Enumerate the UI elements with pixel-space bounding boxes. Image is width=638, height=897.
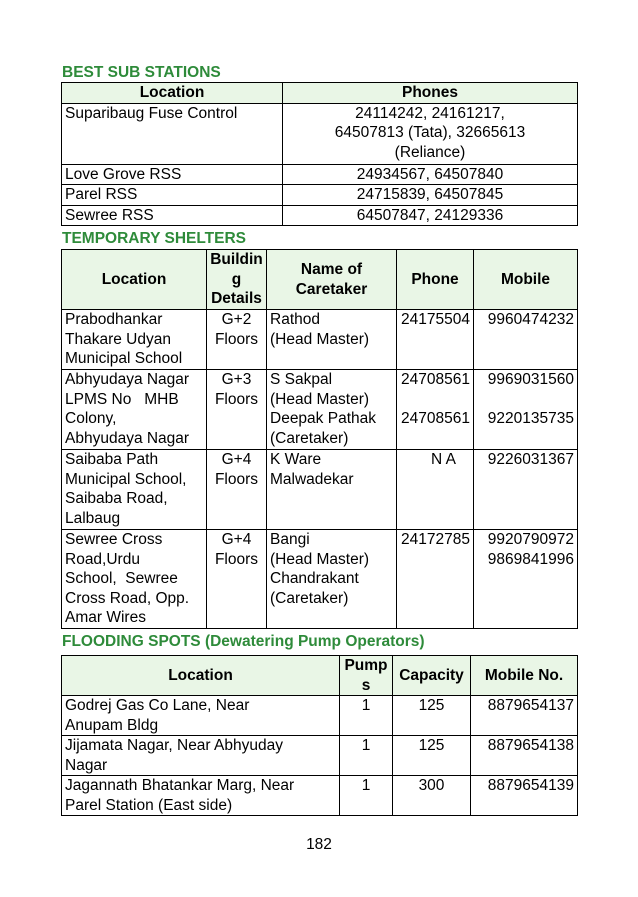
phone-line: 64507813 (Tata), 32665613 <box>334 124 526 141</box>
cell-caretaker <box>267 530 397 629</box>
caretaker-line: Chandrakant <box>270 570 359 587</box>
cell-location <box>62 310 207 370</box>
building-line: Floors <box>214 330 259 348</box>
column-header-location: Location <box>62 83 283 104</box>
cell-caretaker <box>267 370 397 450</box>
phone-line: N A <box>431 451 456 468</box>
caretaker-line: S Sakpal <box>270 371 333 388</box>
cell-capacity: 125 <box>393 696 471 736</box>
cell-mobile <box>474 450 578 530</box>
column-header-phones: Phones <box>283 83 578 104</box>
cell-location <box>62 736 340 776</box>
table-row <box>62 205 578 226</box>
building-line: G+3 <box>221 371 252 388</box>
table-row <box>62 185 578 206</box>
cell-location <box>62 696 340 736</box>
building-line: G+4 <box>221 531 252 548</box>
table-header-row <box>62 656 578 696</box>
cell-phone <box>397 530 474 629</box>
header-line: Pump <box>344 657 388 674</box>
phone-line <box>400 390 470 410</box>
mobile-line: 9226031367 <box>487 451 574 468</box>
caretaker-line: (Head Master) <box>270 550 370 568</box>
mobile-line: 9869841996 <box>487 550 574 568</box>
column-header-capacity: Capacity <box>393 656 471 696</box>
cell-pumps: 1 <box>340 776 393 816</box>
column-header-phone: Phone <box>397 250 474 310</box>
table-row <box>62 164 578 185</box>
location-line: Jijamata Nagar, Near Abhyuday <box>65 737 283 754</box>
caretaker-line: Deepak Pathak <box>270 410 376 427</box>
location-line: LPMS No MHB <box>65 390 179 408</box>
caretaker-line: K Ware <box>270 451 322 468</box>
phone-line: 24172785 <box>401 531 470 548</box>
cell-mobile <box>474 370 578 450</box>
location-line: Prabodhankar <box>65 311 163 328</box>
mobile-line <box>477 390 574 410</box>
location-line: Lalbaug <box>65 509 121 527</box>
cell-phones <box>283 103 578 164</box>
cell-location: Love Grove RSS <box>62 164 283 185</box>
location-line: Abhyudaya Nagar <box>65 371 190 388</box>
header-line: Buildin <box>210 251 263 269</box>
location-line: Colony, <box>65 410 117 427</box>
cell-phone <box>397 310 474 370</box>
cell-capacity: 300 <box>393 776 471 816</box>
location-line: Abhyudaya Nagar <box>65 429 190 447</box>
building-line: Floors <box>214 470 259 488</box>
table-row <box>62 370 578 450</box>
cell-location: Suparibaug Fuse Control <box>62 103 283 164</box>
mobile-line: 9960474232 <box>487 311 574 328</box>
cell-building-details <box>207 530 267 629</box>
location-line: Municipal School, <box>65 470 187 488</box>
caretaker-line: (Caretaker) <box>270 429 349 447</box>
cell-mobile: 8879654138 <box>471 736 578 776</box>
section-title-flooding-spots: FLOODING SPOTS (Dewatering Pump Operators) <box>62 633 425 650</box>
table-row <box>62 736 578 776</box>
location-line: Anupam Bldg <box>65 716 159 734</box>
header-line: Details <box>211 290 262 308</box>
header-line: Name of <box>300 261 363 278</box>
table-row <box>62 450 578 530</box>
location-line: Godrej Gas Co Lane, Near <box>65 697 250 714</box>
mobile-line: 9969031560 <box>487 371 574 388</box>
location-line: Parel Station (East side) <box>65 796 233 814</box>
cell-location <box>62 370 207 450</box>
section-title-temporary-shelters: TEMPORARY SHELTERS <box>62 230 247 247</box>
page-number: 182 <box>306 836 332 853</box>
caretaker-line: Bangi <box>270 531 310 548</box>
phone-line: 24114242, 24161217, <box>355 104 505 122</box>
best-sub-stations-table <box>61 82 578 226</box>
caretaker-line: Rathod <box>270 311 320 328</box>
cell-phones: 24715839, 64507845 <box>283 185 578 206</box>
cell-phone <box>397 450 474 530</box>
table-row <box>62 530 578 629</box>
cell-pumps: 1 <box>340 736 393 776</box>
phone-line: 24708561 <box>401 410 470 427</box>
location-line: School, Sewree <box>65 570 178 587</box>
location-line: Amar Wires <box>65 609 146 626</box>
cell-location <box>62 450 207 530</box>
building-line: Floors <box>214 390 259 408</box>
cell-location: Sewree RSS <box>62 205 283 226</box>
column-header-location: Location <box>62 250 207 310</box>
cell-mobile: 8879654139 <box>471 776 578 816</box>
phone-line: (Reliance) <box>394 143 466 161</box>
mobile-line: 9220135735 <box>487 410 574 427</box>
cell-phone <box>397 370 474 450</box>
column-header-pumps <box>340 656 393 696</box>
cell-phones: 24934567, 64507840 <box>283 164 578 185</box>
cell-location <box>62 530 207 629</box>
cell-mobile: 8879654137 <box>471 696 578 736</box>
cell-pumps: 1 <box>340 696 393 736</box>
cell-building-details <box>207 450 267 530</box>
cell-building-details <box>207 370 267 450</box>
caretaker-line: (Head Master) <box>270 330 370 348</box>
building-line: Floors <box>214 550 259 568</box>
flooding-spots-table <box>61 655 578 816</box>
phone-line: 24708561 <box>401 371 470 388</box>
header-line: Caretaker <box>295 280 368 298</box>
column-header-caretaker <box>267 250 397 310</box>
column-header-mobile: Mobile No. <box>471 656 578 696</box>
cell-building-details <box>207 310 267 370</box>
cell-location <box>62 776 340 816</box>
location-line: Cross Road, Opp. <box>65 589 190 607</box>
section-title-best-sub-stations: BEST SUB STATIONS <box>62 64 221 81</box>
cell-capacity: 125 <box>393 736 471 776</box>
cell-mobile <box>474 530 578 629</box>
temporary-shelters-table <box>61 249 578 629</box>
location-line: Jagannath Bhatankar Marg, Near <box>65 777 295 794</box>
cell-phones: 64507847, 24129336 <box>283 205 578 226</box>
table-header-row <box>62 83 578 104</box>
header-line: s <box>361 676 371 694</box>
header-line: g <box>231 270 242 288</box>
column-header-mobile: Mobile <box>474 250 578 310</box>
location-line: Saibaba Road, <box>65 490 168 507</box>
cell-caretaker <box>267 310 397 370</box>
column-header-location: Location <box>62 656 340 696</box>
cell-caretaker <box>267 450 397 530</box>
phone-line: 24175504 <box>401 311 470 328</box>
cell-mobile <box>474 310 578 370</box>
location-line: Nagar <box>65 756 108 774</box>
cell-location: Parel RSS <box>62 185 283 206</box>
table-row <box>62 310 578 370</box>
location-line: Thakare Udyan <box>65 330 171 348</box>
building-line: G+2 <box>221 311 252 328</box>
table-header-row <box>62 250 578 310</box>
caretaker-line: Malwadekar <box>270 470 354 488</box>
location-line: Saibaba Path <box>65 451 159 468</box>
caretaker-line: (Head Master) <box>270 390 370 408</box>
caretaker-line: (Caretaker) <box>270 589 349 607</box>
mobile-line: 9920790972 <box>487 531 574 548</box>
location-line: Municipal School <box>65 350 183 367</box>
location-line: Sewree Cross <box>65 531 163 548</box>
table-row <box>62 103 578 164</box>
building-line: G+4 <box>221 451 252 468</box>
location-line: Road,Urdu <box>65 550 140 568</box>
column-header-building-details <box>207 250 267 310</box>
table-row <box>62 776 578 816</box>
table-row <box>62 696 578 736</box>
